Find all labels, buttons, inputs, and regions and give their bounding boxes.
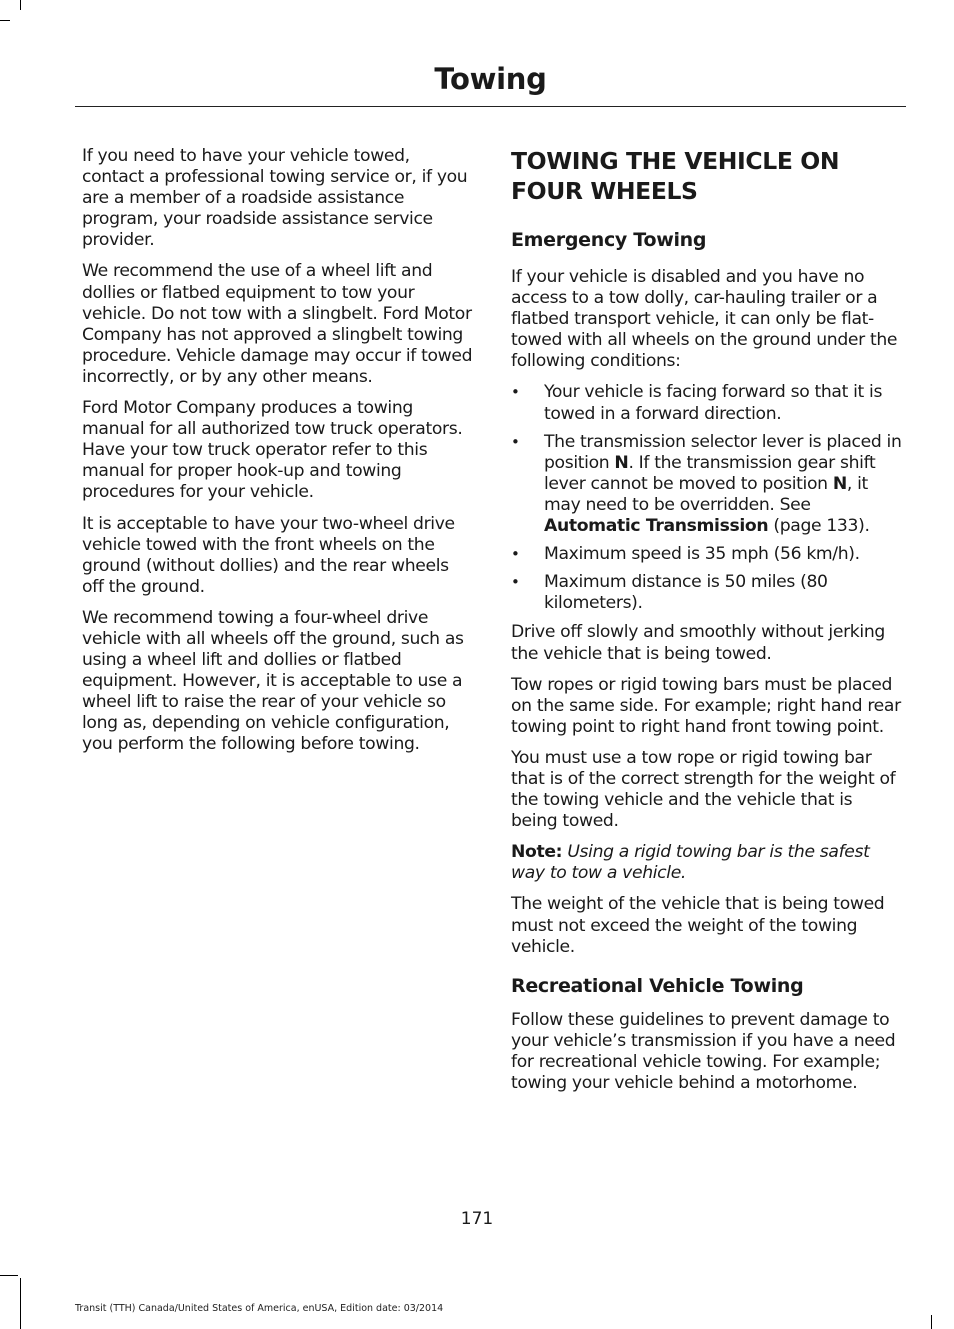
paragraph-four-wheel-drive: We recommend towing a four-wheel drive vehicle with all wheels off the ground, such as using a wheel lift and dollies or flatbed equipment. However, it is acceptable to use a wheel lift to raise the rear of your vehicle so long as, depending on vehicle configuration, you perform the following before towing. xyxy=(82,607,464,755)
conditions-list xyxy=(511,382,903,614)
paragraph-drive-off: Drive off slowly and smoothly without jerking the vehicle that is being towed. xyxy=(511,622,885,664)
paragraph-towing-manual: Ford Motor Company produces a towing manual for all authorized tow truck operators. Have your tow truck operator refer to this manual for proper hook-up and towing procedures for your vehicle. xyxy=(82,398,463,503)
list-item-text: Maximum distance is 50 miles (80 kilometers). xyxy=(544,572,828,614)
paragraph-professional-towing: If you need to have your vehicle towed, contact a professional towing service or, if you are a member of a roadside assistance program, your roadside assistance service provider. xyxy=(82,146,468,251)
paragraph-weight: The weight of the vehicle that is being towed must not exceed the weight of the towing vehicle. xyxy=(511,894,885,957)
page-reference: (page 133). xyxy=(768,516,870,537)
bullet-icon: • xyxy=(511,383,520,402)
list-item xyxy=(511,544,903,565)
recreational-towing-heading: Recreational Vehicle Towing xyxy=(511,974,804,997)
crop-mark-bottom-left-horizontal xyxy=(0,1275,18,1276)
position-n-bold: N xyxy=(832,473,847,494)
bullet-icon: • xyxy=(511,545,520,564)
list-item-text: The transmission selector lever is placed in position xyxy=(544,431,902,473)
recreational-towing-text: Follow these guidelines to prevent damage to your vehicle’s transmission if you have a need for recreational vehicle towing. For example; towing your vehicle behind a motorhome. xyxy=(511,1009,896,1093)
emergency-towing-intro: If your vehicle is disabled and you have no access to a tow dolly, car-hauling trailer or a flatbed transport vehicle, it can only be flat-towed with all wheels on the ground under the following conditions: xyxy=(511,267,898,372)
page-number: 171 xyxy=(460,1209,494,1229)
right-column xyxy=(511,146,903,1104)
crop-mark-top-left-vertical xyxy=(20,0,21,10)
note-label: Note: xyxy=(511,842,563,863)
page-title: Towing xyxy=(434,62,547,96)
crop-mark-top-left-horizontal xyxy=(0,20,10,21)
crop-mark-bottom-right-vertical xyxy=(931,1315,932,1329)
emergency-towing-heading: Emergency Towing xyxy=(511,229,707,251)
left-column xyxy=(82,146,474,766)
page-header xyxy=(75,58,906,107)
list-item-text: , it may need to be overridden. See xyxy=(544,473,868,515)
crop-mark-bottom-left-vertical xyxy=(20,1278,21,1329)
paragraph-wheel-lift-recommendation: We recommend the use of a wheel lift and dollies or flatbed equipment to tow your vehicle. Do not tow with a slingbelt. Ford Motor Company has not approved a slingbelt towing procedure. Vehicle damage may occur if towed incorrectly, or by any other means. xyxy=(82,261,473,387)
bullet-icon: • xyxy=(511,573,520,592)
note-paragraph xyxy=(511,842,903,884)
list-item-text: Maximum speed is 35 mph (56 km/h). xyxy=(544,544,860,565)
list-item-text: . If the transmission gear shift lever cannot be moved to position xyxy=(544,452,876,494)
paragraph-tow-ropes: Tow ropes or rigid towing bars must be placed on the same side. For example; right hand rear towing point to right hand front towing point. xyxy=(511,674,901,737)
footer-edition: Transit (TTH) Canada/United States of America, enUSA, Edition date: 03/2014 xyxy=(75,1303,444,1314)
list-item xyxy=(511,432,903,537)
bullet-icon: • xyxy=(511,432,520,451)
automatic-transmission-link[interactable]: Automatic Transmission xyxy=(544,516,769,537)
section-title: TOWING THE VEHICLE ON FOUR WHEELS xyxy=(511,147,840,205)
list-item-text: Your vehicle is facing forward so that it is towed in a forward direction. xyxy=(544,382,883,424)
note-text: Using a rigid towing bar is the safest way to tow a vehicle. xyxy=(511,842,870,884)
paragraph-two-wheel-drive: It is acceptable to have your two-wheel drive vehicle towed with the front wheels on the ground (without dollies) and the rear wheels off the ground. xyxy=(82,513,455,597)
list-item xyxy=(511,382,903,424)
position-n-bold: N xyxy=(614,452,629,473)
list-item xyxy=(511,572,903,614)
paragraph-must-use: You must use a tow rope or rigid towing bar that is of the correct strength for the weight of the towing vehicle and the vehicle that is being towed. xyxy=(511,747,896,832)
